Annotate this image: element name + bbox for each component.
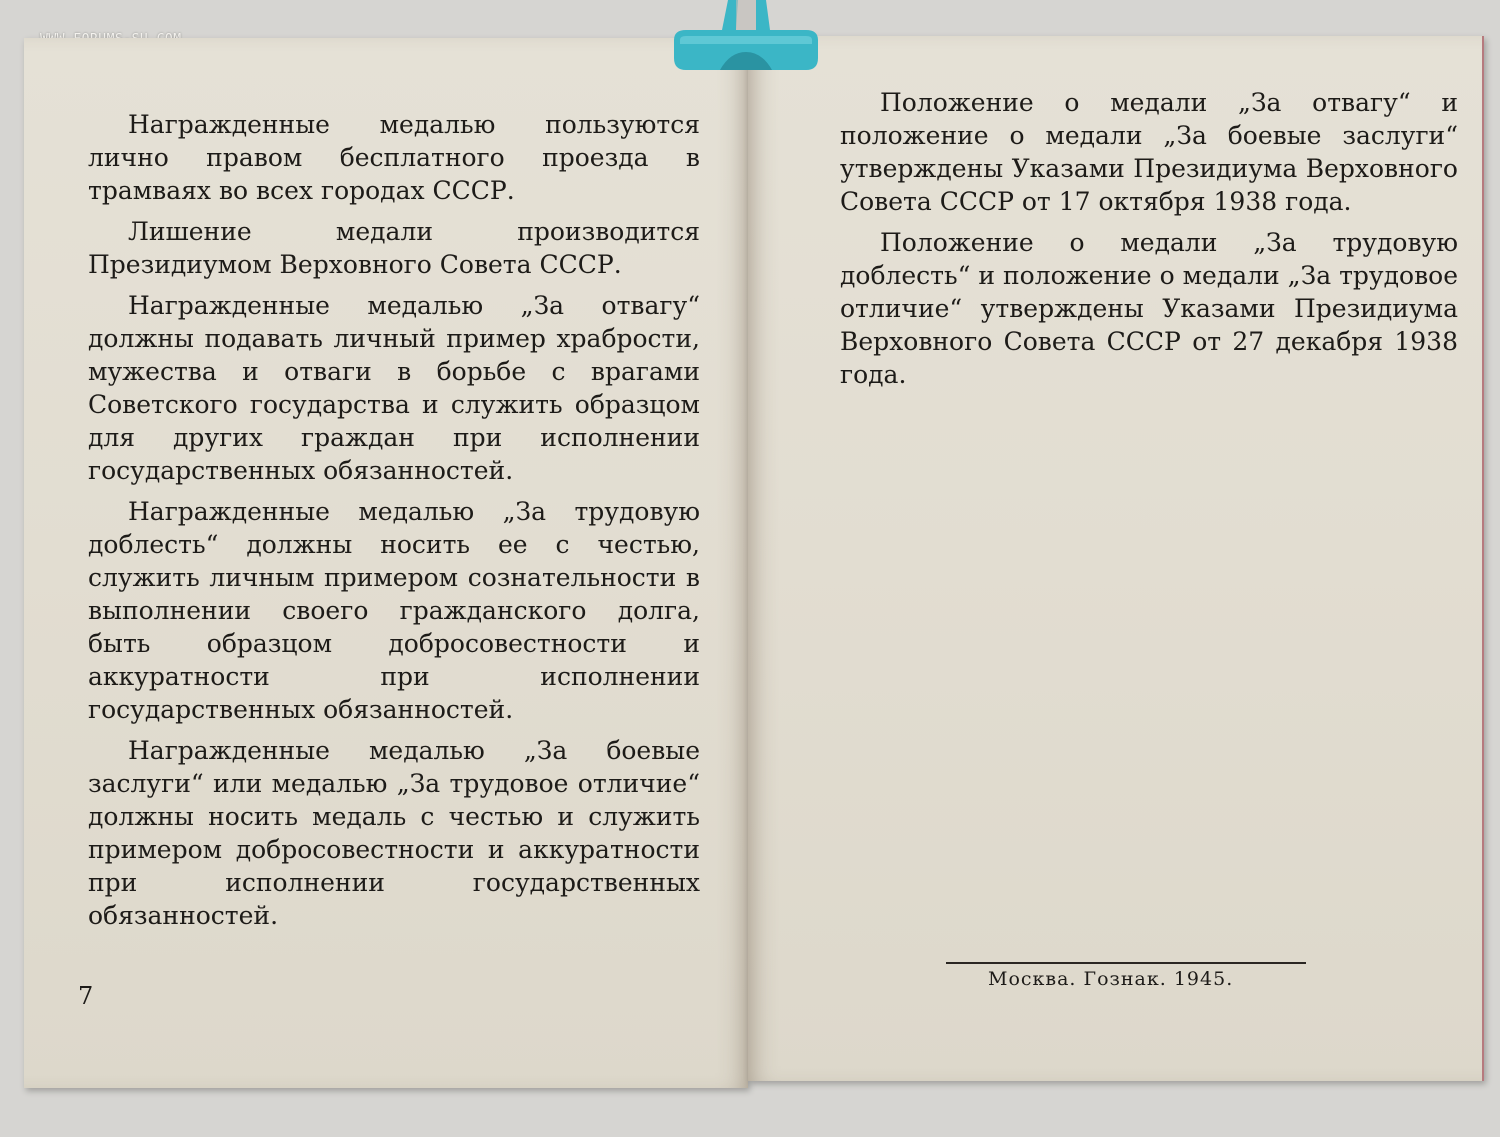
- right-page: [748, 36, 1484, 1081]
- left-paragraph-2: Лишение медали производится Президиумом Верховного Совета СССР.: [88, 217, 700, 279]
- right-paragraph-1: Положение о медали „За отвагу“ и положение о медали „За боевые заслуги“ утверждены Указами Президиума Верховного Совета СССР от 17 октября 1938 года.: [840, 88, 1458, 216]
- page-number: 7: [78, 982, 94, 1010]
- left-paragraph-5: Награжденные медалью „За боевые заслуги“ или медалью „За трудовое отличие“ должны носить медаль с честью и служить примером добросовестности и аккуратности при исполнении государственных обязанностей.: [88, 736, 700, 930]
- left-paragraph-3: Награжденные медалью „За отвагу“ должны подавать личный пример храбрости, мужества и отваги в борьбе с врагами Советского государства и служить образцом для других граждан при исполнении государственных обязанностей.: [88, 291, 700, 485]
- binder-clip-icon: [670, 0, 822, 72]
- left-paragraph-1: Награжденные медалью пользуются лично правом бесплатного проезда в трамваях во всех городах СССР.: [88, 110, 700, 205]
- printer-imprint: Москва. Гознак. 1945.: [988, 968, 1234, 990]
- right-paragraph-2: Положение о медали „За трудовую доблесть“ и положение о медали „За трудовое отличие“ утверждены Указами Президиума Верховного Совета СССР от 27 декабря 1938 года.: [840, 228, 1458, 389]
- right-page-text: [840, 86, 1458, 399]
- left-page-text: [88, 108, 700, 940]
- left-paragraph-4: Награжденные медалью „За трудовую доблесть“ должны носить ее с честью, служить личным примером сознательности в выполнении своего гражданского долга, быть образцом добросовестности и аккуратности при исполнении государственных обязанностей.: [88, 497, 700, 724]
- left-page: [24, 38, 748, 1088]
- imprint-rule: [946, 962, 1306, 964]
